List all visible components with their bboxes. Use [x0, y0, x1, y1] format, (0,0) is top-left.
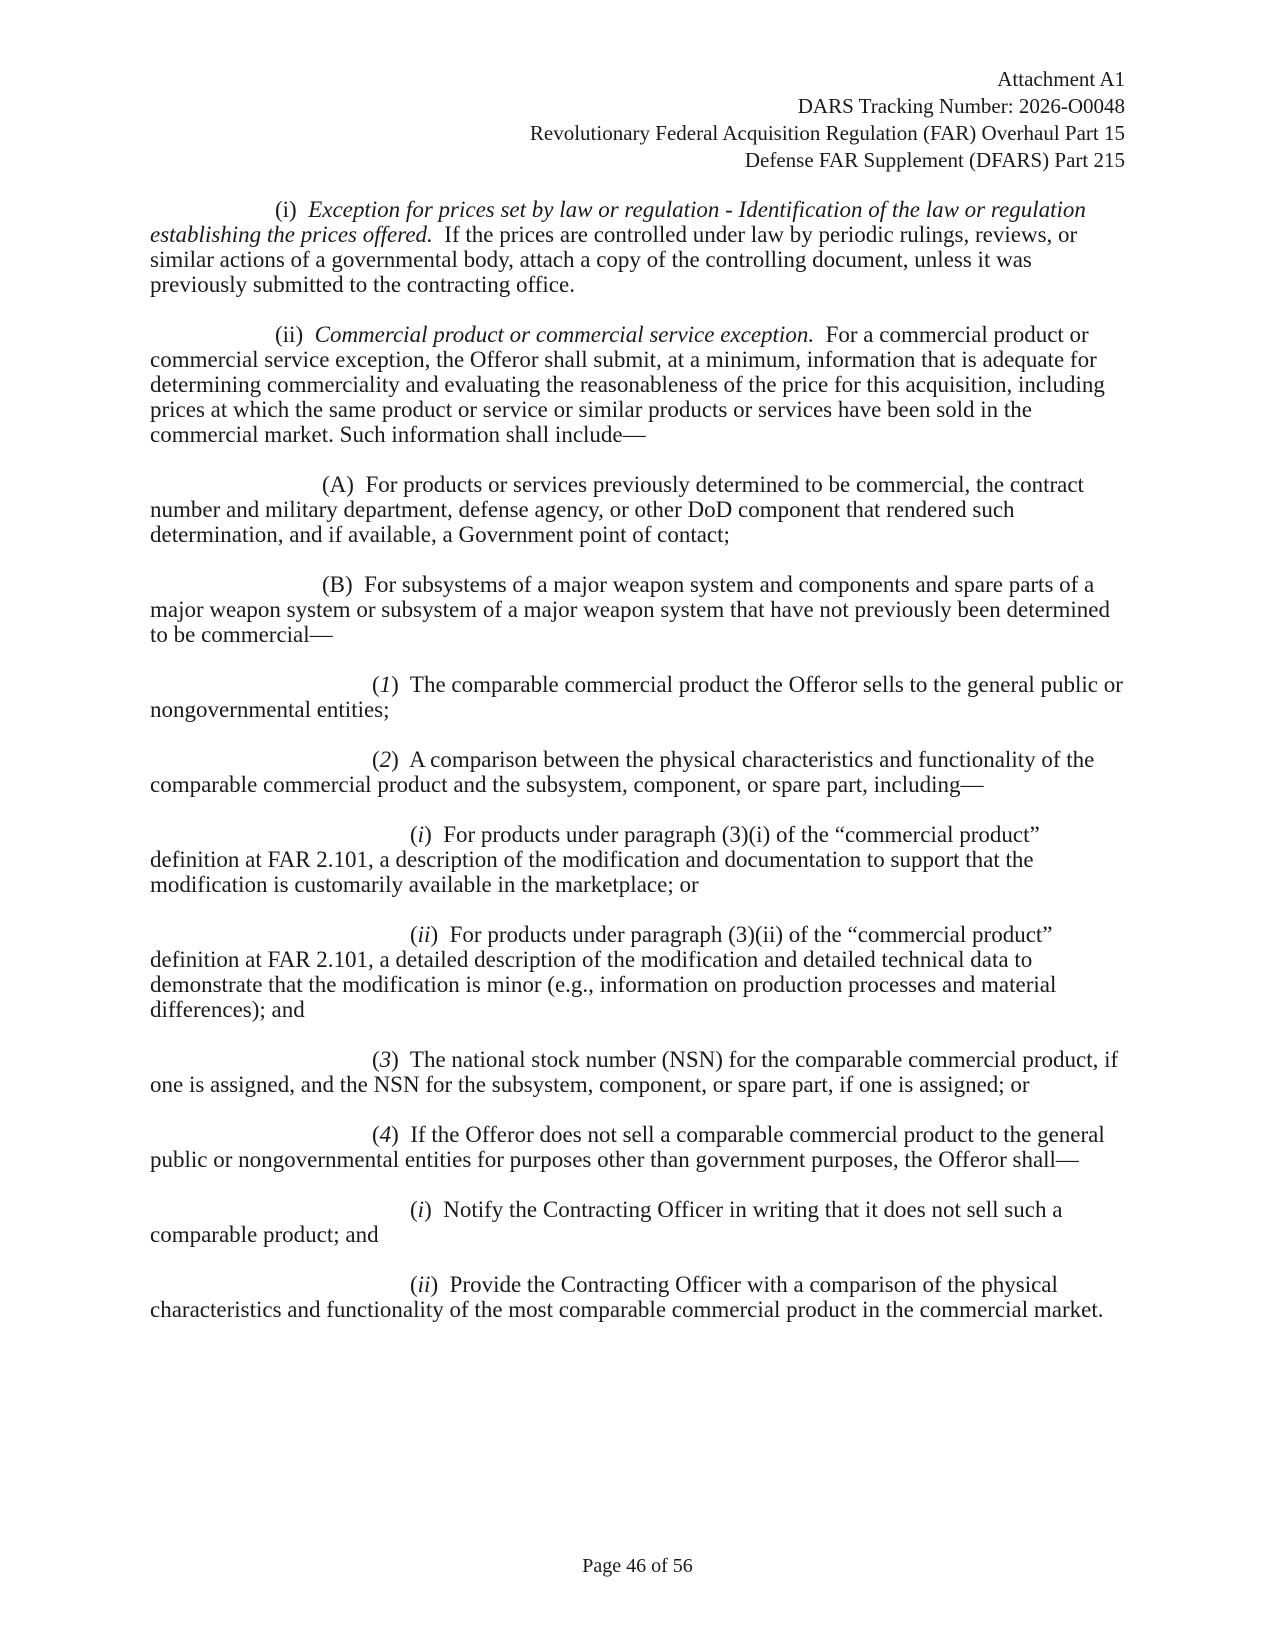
paragraph-marker: i: [417, 1197, 425, 1222]
paragraph-B: [150, 572, 1125, 647]
paragraph-marker: (B): [322, 572, 353, 597]
paragraph-marker: i: [417, 822, 425, 847]
paragraph-text: For a commercial product or commercial service exception, the Offeror shall submit, at a minimum, information that is adequate for determining commerciality and evaluating the reasonableness of the price for this acquisition, including prices at which the same product or service or similar products or services have been sold in the commercial market. Such information shall include—: [150, 322, 1105, 447]
paragraph-text: The national stock number (NSN) for the comparable commercial product, if one is assigned, and the NSN for the subsystem, component, or spare part, if one is assigned; or: [150, 1047, 1119, 1097]
page-footer: [0, 1555, 1275, 1578]
paragraph-ii-commercial-exception: [150, 322, 1125, 447]
paragraph-marker: (A): [322, 472, 354, 497]
paragraph-1: (1) The comparable commercial product the Offeror sells to the general public or nongovernmental entities;: [150, 672, 1123, 722]
paragraph-marker: (i): [275, 197, 297, 222]
paragraph-marker: (ii): [275, 322, 304, 347]
paragraph-marker: 2: [379, 747, 392, 772]
paragraph-text: Provide the Contracting Officer with a comparison of the physical characteristics and functionality of the most comparable commercial product in the commercial market.: [150, 1272, 1104, 1322]
paragraph-marker: ii: [417, 922, 431, 947]
paragraph-marker: 3: [379, 1047, 392, 1072]
header-far-part: Revolutionary Federal Acquisition Regulation (FAR) Overhaul Part 15: [529, 121, 1125, 145]
paragraph-i-prices-set-by-law: [150, 197, 1125, 297]
paragraph-marker: 1: [379, 672, 392, 697]
paragraph-4-ii: (ii) Provide the Contracting Officer with a comparison of the physical characteristics and functionality of the most comparable commercial product in the commercial market.: [150, 1272, 1104, 1322]
paragraph-text: For subsystems of a major weapon system and components and spare parts of a major weapon system or subsystem of a major weapon system that have not previously been determined to be commercial—: [150, 572, 1111, 647]
document-body: [150, 197, 1125, 1347]
paragraph-2-i: (i) For products under paragraph (3)(i) of the “commercial product” definition at FAR 2.101, a description of the modification and documentation to support that the modification is customarily available in the marketplace; or: [150, 822, 1040, 897]
paragraph-heading: Exception for prices set by law or regulation - Identification of the law or regulation establishing the prices offered.: [150, 197, 1086, 247]
paragraph-A: [150, 472, 1125, 547]
paragraph-2-ii: (ii) For products under paragraph (3)(ii) of the “commercial product” definition at FAR 2.101, a detailed description of the modification and detailed technical data to demonstrate that the modification is minor (e.g., information on production processes and material differences); and: [150, 922, 1057, 1022]
paragraph-2: (2) A comparison between the physical characteristics and functionality of the comparable commercial product and the subsystem, component, or spare part, including—: [150, 747, 1095, 797]
paragraph-text: If the Offeror does not sell a comparable commercial product to the general public or nongovernmental entities for purposes other than government purposes, the Offeror shall—: [150, 1122, 1105, 1172]
paragraph-text: For products under paragraph (3)(ii) of the “commercial product” definition at FAR 2.101, a detailed description of the modification and detailed technical data to demonstrate that the modification is minor (e.g., information on production processes and material differences); and: [150, 922, 1057, 1022]
paragraph-text: If the prices are controlled under law by periodic rulings, reviews, or similar actions of a governmental body, attach a copy of the controlling document, unless it was previously submitted to the contracting office.: [150, 222, 1078, 297]
header-dfars-part: Defense FAR Supplement (DFARS) Part 215: [744, 148, 1125, 172]
document-header: [530, 66, 1125, 174]
paragraph-heading: Commercial product or commercial service exception.: [314, 322, 815, 347]
paragraph-3: (3) The national stock number (NSN) for the comparable commercial product, if one is assigned, and the NSN for the subsystem, component, or spare part, if one is assigned; or: [150, 1047, 1119, 1097]
paragraph-text: A comparison between the physical characteristics and functionality of the comparable commercial product and the subsystem, component, or spare part, including—: [150, 747, 1095, 797]
header-tracking-number: DARS Tracking Number: 2026-O0048: [797, 94, 1125, 118]
paragraph-text: For products under paragraph (3)(i) of the “commercial product” definition at FAR 2.101, a description of the modification and documentation to support that the modification is customarily available in the marketplace; or: [150, 822, 1040, 897]
paragraph-text: For products or services previously determined to be commercial, the contract number and military department, defense agency, or other DoD component that rendered such determination, and if available, a Government point of contact;: [150, 472, 1084, 547]
paragraph-4-i: (i) Notify the Contracting Officer in writing that it does not sell such a comparable product; and: [150, 1197, 1063, 1247]
paragraph-marker: 4: [379, 1122, 392, 1147]
paragraph-text: The comparable commercial product the Offeror sells to the general public or nongovernmental entities;: [150, 672, 1123, 722]
header-attachment: Attachment A1: [997, 67, 1125, 91]
paragraph-4: (4) If the Offeror does not sell a comparable commercial product to the general public or nongovernmental entities for purposes other than government purposes, the Offeror shall—: [150, 1122, 1105, 1172]
paragraph-marker: ii: [417, 1272, 431, 1297]
page-number: Page 46 of 56: [582, 1555, 693, 1577]
paragraph-text: Notify the Contracting Officer in writing that it does not sell such a comparable product; and: [150, 1197, 1063, 1247]
